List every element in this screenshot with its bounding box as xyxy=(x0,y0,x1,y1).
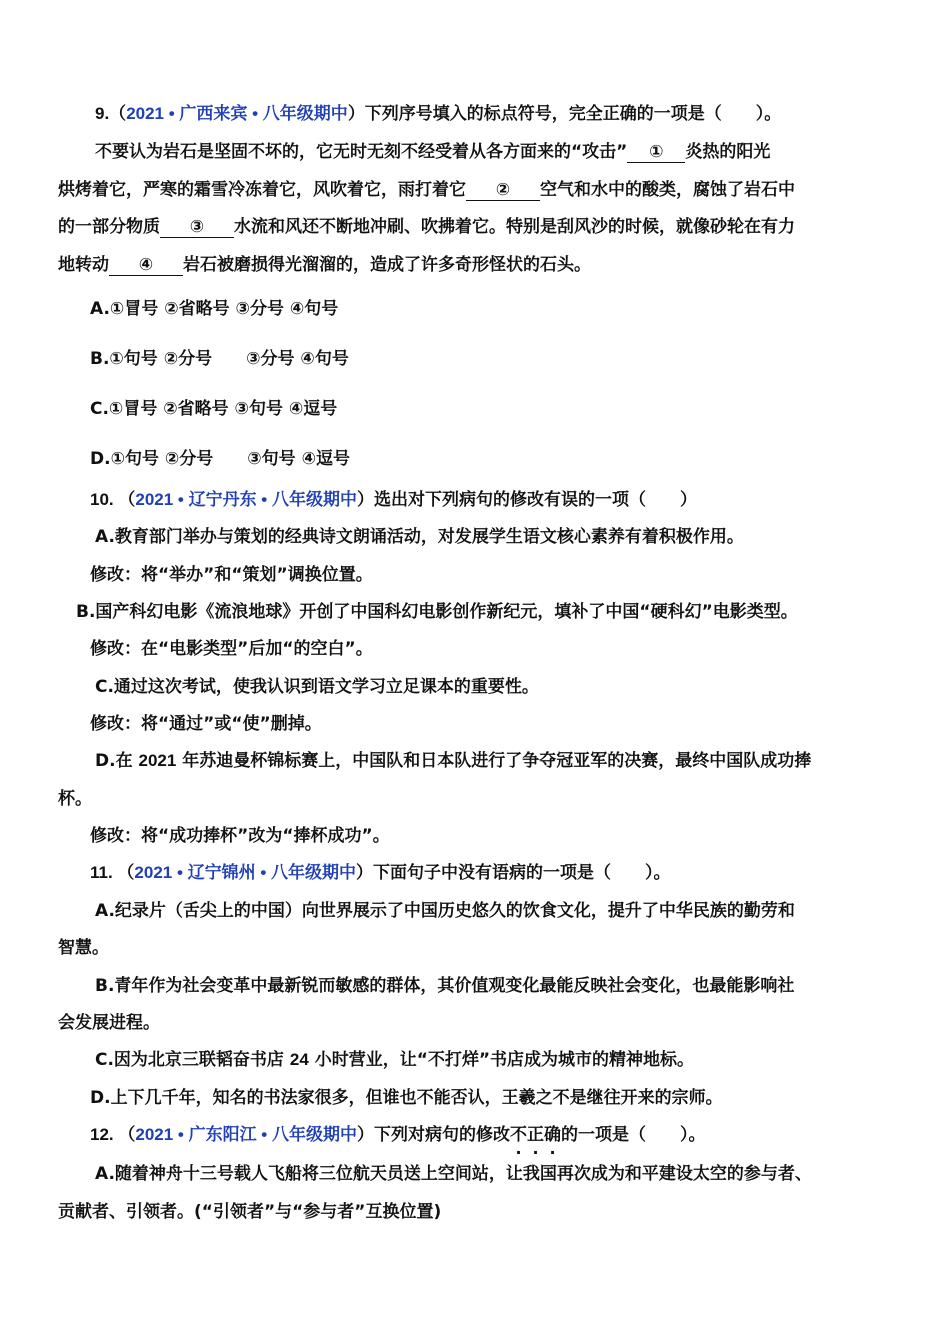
q9-passage-line-3 xyxy=(58,216,795,238)
passage-text: 空气和水中的酸类，腐蚀了岩石中 xyxy=(540,180,795,200)
q11-number: 11. （ xyxy=(90,863,135,882)
blank-1: ① xyxy=(627,142,685,163)
q10-option-a-fix: 修改：将“举办”和“策划”调换位置。 xyxy=(90,565,373,585)
q9-number: 9.（ xyxy=(95,104,127,123)
q12-stem: ）下列对病句的修改 xyxy=(356,1125,510,1145)
q10-option-c-fix: 修改：将“通过”或“使”删掉。 xyxy=(90,714,322,734)
q10-option-a: A.教育部门举办与策划的经典诗文朗诵活动，对发展学生语文核心素养有着积极作用。 xyxy=(95,527,744,547)
q9-option-c: C.①冒号 ②省略号 ③句号 ④逗号 xyxy=(90,399,338,419)
hours: 24 xyxy=(289,1050,309,1069)
passage-text: 的一部分物质 xyxy=(58,217,160,237)
text: 小时营业，让“不打烊”书店成为城市的精神地标。 xyxy=(308,1050,695,1070)
q12-stem-end: 的一项是（ ）。 xyxy=(560,1125,706,1145)
q11-source: 2021 • 辽宁锦州 • 八年级期中 xyxy=(134,863,357,882)
passage-text: 烘烤着它，严寒的霜雪冷冻着它，风吹着它，雨打着它 xyxy=(58,180,466,200)
passage-text: 水流和风还不断地冲刷、吹拂着它。特别是刮风沙的时候，就像砂轮在有力 xyxy=(234,217,795,237)
text: C.因为北京三联韬奋书店 xyxy=(95,1050,290,1070)
emphasis-char: 不 xyxy=(509,1125,527,1145)
passage-text: 炎热的阳光 xyxy=(685,142,771,162)
q10-source: 2021 • 辽宁丹东 • 八年级期中 xyxy=(135,490,357,509)
q10-option-d xyxy=(95,750,811,772)
q9-option-d: D.①句号 ②分号 ③句号 ④逗号 xyxy=(90,449,350,469)
passage-text: 不要认为岩石是坚固不坏的，它无时无刻不经受着从各方面来的“攻击” xyxy=(95,142,628,162)
q10-header xyxy=(90,489,697,511)
passage-text: 地转动 xyxy=(58,255,109,275)
q12-option-a: A.随着神舟十三号载人飞船将三位航天员送上空间站，让我国再次成为和平建设太空的参与者、 xyxy=(95,1164,812,1184)
q10-option-d-cont: 杯。 xyxy=(58,789,92,809)
emphasis-char: 确 xyxy=(543,1125,561,1145)
q9-source: 2021 • 广西来宾 • 八年级期中 xyxy=(126,104,348,123)
q9-stem: ）下列序号填入的标点符号，完全正确的一项是（ ）。 xyxy=(347,104,782,124)
q11-option-d: D.上下几千年，知名的书法家很多，但谁也不能否认，王羲之不是继往开来的宗师。 xyxy=(90,1088,723,1108)
q10-option-c: C.通过这次考试，使我认识到语文学习立足课本的重要性。 xyxy=(95,677,539,697)
passage-text: 岩石被磨损得光溜溜的，造成了许多奇形怪状的石头。 xyxy=(183,255,591,275)
blank-3: ③ xyxy=(160,217,234,238)
q11-header xyxy=(90,862,671,884)
text: D.在 xyxy=(95,751,139,771)
q10-option-b-fix: 修改：在“电影类型”后加“的空白”。 xyxy=(90,639,373,659)
q11-option-b-cont: 会发展进程。 xyxy=(58,1013,160,1033)
emphasis-char: 正 xyxy=(526,1125,544,1145)
q9-passage-line-2 xyxy=(58,179,795,201)
q9-option-a: A.①冒号 ②省略号 ③分号 ④句号 xyxy=(90,299,339,319)
q11-stem: ）下面句子中没有语病的一项是（ ）。 xyxy=(356,863,671,883)
text: 年苏迪曼杯锦标赛上，中国队和日本队进行了争夺冠亚军的决赛，最终中国队成功捧 xyxy=(176,751,812,771)
blank-2: ② xyxy=(466,180,540,201)
q9-passage-line-4 xyxy=(58,254,591,276)
q12-number: 12. （ xyxy=(90,1125,136,1144)
q11-option-a-cont: 智慧。 xyxy=(58,938,109,958)
blank-4: ④ xyxy=(109,255,183,276)
q10-stem: ）选出对下列病句的修改有误的一项（ ） xyxy=(356,490,697,510)
q10-option-b: B.国产科幻电影《流浪地球》开创了中国科幻电影创作新纪元，填补了中国“硬科幻”电影类型。 xyxy=(76,602,798,622)
q9-passage-line-1 xyxy=(95,141,770,163)
q12-source: 2021 • 广东阳江 • 八年级期中 xyxy=(135,1125,357,1144)
q11-option-a: A.纪录片（舌尖上的中国）向世界展示了中国历史悠久的饮食文化，提升了中华民族的勤劳和 xyxy=(95,901,795,921)
year: 2021 xyxy=(138,751,177,770)
q11-option-c xyxy=(95,1049,694,1071)
q11-option-b: B.青年作为社会变革中最新锐而敏感的群体，其价值观变化最能反映社会变化，也最能影响社 xyxy=(95,976,795,996)
q10-number: 10. （ xyxy=(90,490,136,509)
q9-header xyxy=(95,103,781,125)
q10-option-d-fix: 修改：将“成功捧杯”改为“捧杯成功”。 xyxy=(90,826,390,846)
q9-option-b: B.①句号 ②分号 ③分号 ④句号 xyxy=(90,349,349,369)
emphasis-dotted xyxy=(510,1125,561,1145)
q12-option-a-cont: 贡献者、引领者。(“引领者”与“参与者”互换位置) xyxy=(58,1202,442,1222)
q12-header xyxy=(90,1124,705,1146)
